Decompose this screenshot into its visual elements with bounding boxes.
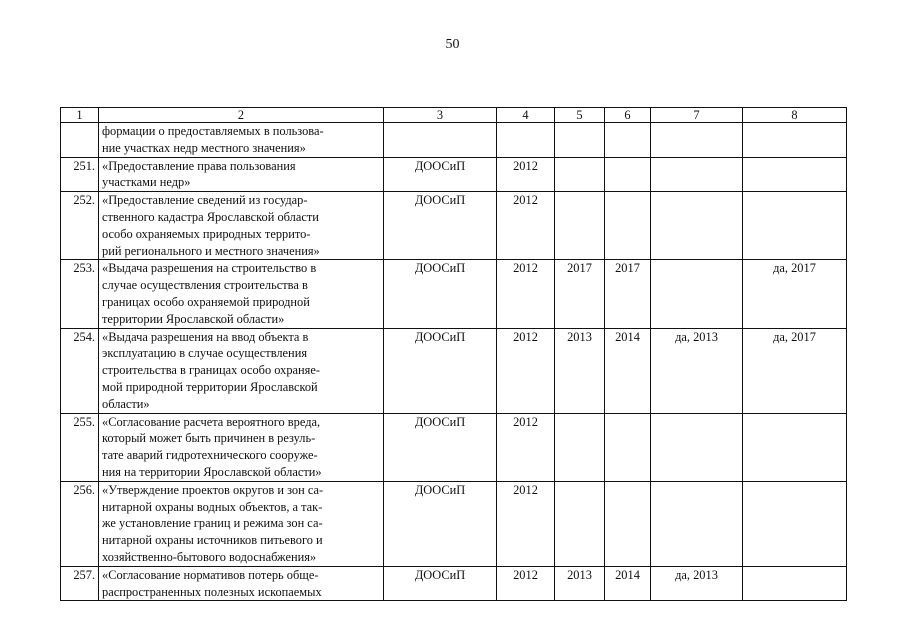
year-col-6 (605, 413, 651, 481)
column-header-4: 4 (497, 108, 555, 123)
table-row (61, 481, 847, 566)
row-number: 254. (61, 328, 99, 413)
column-header-8: 8 (743, 108, 847, 123)
column-header-1: 1 (61, 108, 99, 123)
status-col-7 (651, 413, 743, 481)
services-table (60, 107, 847, 601)
responsible-body: ДООСиП (384, 192, 497, 260)
status-col-7 (651, 260, 743, 328)
service-name: формации о предоставляемых в пользова- ние участках недр местного значения» (99, 123, 384, 158)
status-col-7 (651, 481, 743, 566)
responsible-body: ДООСиП (384, 328, 497, 413)
year-col-4: 2012 (497, 192, 555, 260)
row-number: 253. (61, 260, 99, 328)
status-col-7 (651, 192, 743, 260)
status-col-8 (743, 413, 847, 481)
row-number: 257. (61, 566, 99, 601)
year-col-4: 2012 (497, 481, 555, 566)
status-col-8 (743, 566, 847, 601)
table-row (61, 157, 847, 192)
year-col-5: 2017 (555, 260, 605, 328)
table-row (61, 123, 847, 158)
year-col-5 (555, 157, 605, 192)
table-row (61, 566, 847, 601)
table-row (61, 192, 847, 260)
year-col-6 (605, 123, 651, 158)
service-name: «Согласование расчета вероятного вреда, который может быть причинен в резуль- тате аварий гидротехнического сооруже- ния на территории Ярославской области» (99, 413, 384, 481)
year-col-5 (555, 192, 605, 260)
year-col-4: 2012 (497, 566, 555, 601)
year-col-6: 2014 (605, 566, 651, 601)
year-col-5: 2013 (555, 566, 605, 601)
year-col-4: 2012 (497, 260, 555, 328)
responsible-body: ДООСиП (384, 260, 497, 328)
responsible-body: ДООСиП (384, 157, 497, 192)
responsible-body: ДООСиП (384, 413, 497, 481)
responsible-body: ДООСиП (384, 566, 497, 601)
year-col-6: 2017 (605, 260, 651, 328)
column-header-7: 7 (651, 108, 743, 123)
row-number: 256. (61, 481, 99, 566)
status-col-7: да, 2013 (651, 328, 743, 413)
status-col-8 (743, 123, 847, 158)
service-name: «Утверждение проектов округов и зон са- нитарной охраны водных объектов, а так- же установление границ и режима зон са- нитарной охраны источников питьевого и хозяйственно-бытового водоснабжения» (99, 481, 384, 566)
status-col-8: да, 2017 (743, 328, 847, 413)
year-col-6 (605, 157, 651, 192)
service-name: «Выдача разрешения на строительство в случае осуществления строительства в границах особо охраняемой природной территории Ярославской области» (99, 260, 384, 328)
row-number (61, 123, 99, 158)
responsible-body: ДООСиП (384, 481, 497, 566)
year-col-4: 2012 (497, 413, 555, 481)
page-number: 50 (445, 37, 460, 52)
year-col-4 (497, 123, 555, 158)
service-name: «Предоставление права пользования участками недр» (99, 157, 384, 192)
column-header-2: 2 (99, 108, 384, 123)
row-number: 255. (61, 413, 99, 481)
row-number: 252. (61, 192, 99, 260)
table-header-row (61, 108, 847, 123)
year-col-4: 2012 (497, 328, 555, 413)
responsible-body (384, 123, 497, 158)
year-col-6 (605, 481, 651, 566)
year-col-5 (555, 123, 605, 158)
service-name: «Согласование нормативов потерь обще- распространенных полезных ископаемых (99, 566, 384, 601)
column-header-3: 3 (384, 108, 497, 123)
status-col-7 (651, 157, 743, 192)
table-row (61, 413, 847, 481)
year-col-5 (555, 413, 605, 481)
row-number: 251. (61, 157, 99, 192)
year-col-5 (555, 481, 605, 566)
status-col-8 (743, 481, 847, 566)
service-name: «Предоставление сведений из государ- ственного кадастра Ярославской области особо охраняемых природных террито- рий регионального и местного значения» (99, 192, 384, 260)
table-row (61, 328, 847, 413)
status-col-7: да, 2013 (651, 566, 743, 601)
status-col-8: да, 2017 (743, 260, 847, 328)
year-col-6: 2014 (605, 328, 651, 413)
status-col-8 (743, 157, 847, 192)
year-col-5: 2013 (555, 328, 605, 413)
column-header-5: 5 (555, 108, 605, 123)
table-row (61, 260, 847, 328)
status-col-8 (743, 192, 847, 260)
service-name: «Выдача разрешения на ввод объекта в эксплуатацию в случае осуществления строительства в границах особо охраняе- мой природной территории Ярославской области» (99, 328, 384, 413)
year-col-6 (605, 192, 651, 260)
status-col-7 (651, 123, 743, 158)
year-col-4: 2012 (497, 157, 555, 192)
column-header-6: 6 (605, 108, 651, 123)
